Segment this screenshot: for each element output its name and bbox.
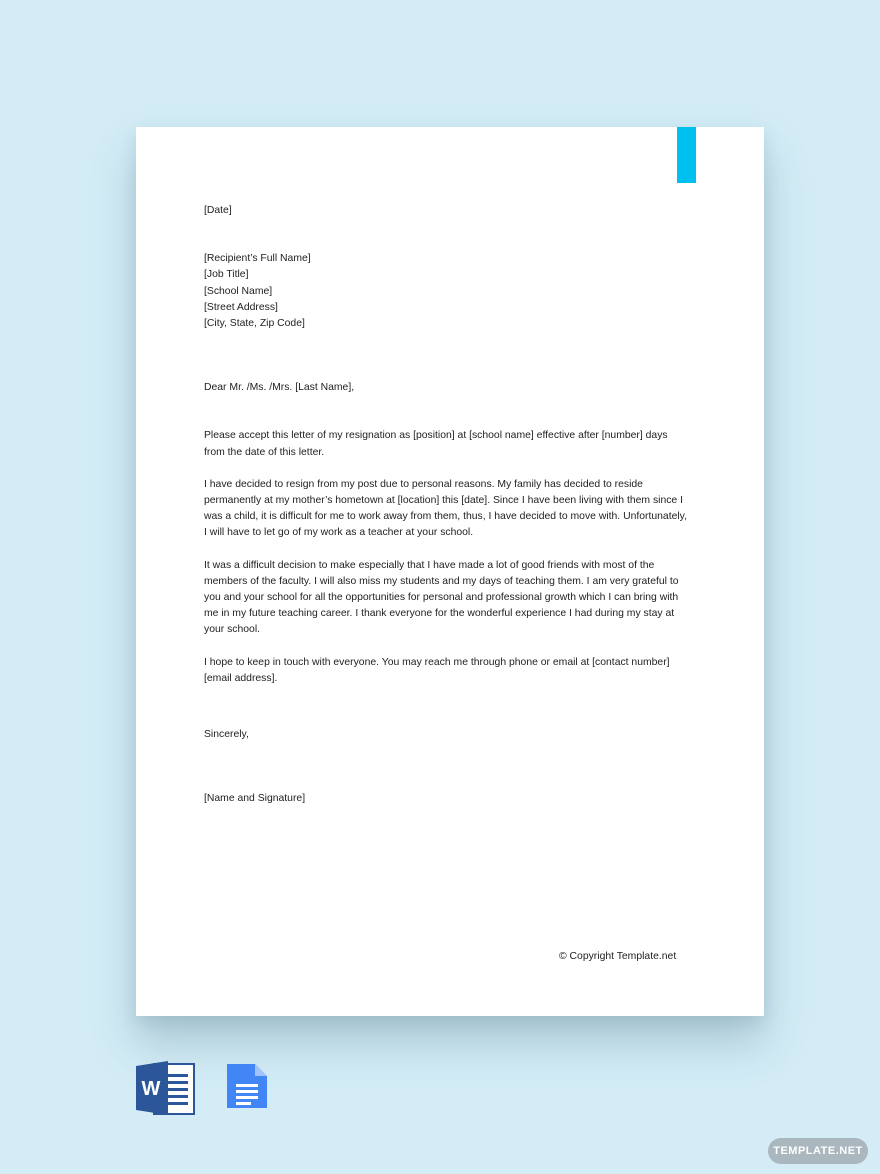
paragraph-2: I have decided to resign from my post due to personal reasons. My family has decided to reside permanently at my mother’s hometown at [location] this [date]. Since I have been living with them since I was a child, it is difficult for me to work away from them, thus, I have decided to move with. Unfortunately, I will have to let go of my work as a teacher at your school. <box>204 478 687 539</box>
recipient-block <box>204 251 688 332</box>
paragraph-3: It was a difficult decision to make especially that I have made a lot of good friends with most of the members of the faculty. I will also miss my students and my days of teaching them. I am very grateful to you and your school for all the opportunities for personal and professional growth which I can bring with me in my future teaching career. I thank everyone for the wonderful experience I had during my stay at your school. <box>204 559 679 636</box>
template-net-badge[interactable]: TEMPLATE.NET <box>768 1138 868 1164</box>
accent-bar <box>677 127 696 183</box>
letter-date: [Date] <box>204 205 232 216</box>
letter-body <box>204 203 688 807</box>
recipient-school: [School Name] <box>204 285 273 297</box>
word-letter: W <box>141 1078 161 1100</box>
salutation: Dear Mr. /Ms. /Mrs. [Last Name], <box>204 382 355 394</box>
paragraph-4: I hope to keep in touch with everyone. You may reach me through phone or email at [contact number] [email address]. <box>204 656 670 684</box>
copyright-notice: © Copyright Template.net <box>559 951 677 962</box>
letter-page <box>136 127 764 1016</box>
signature-placeholder: [Name and Signature] <box>204 793 306 805</box>
recipient-job-title: [Job Title] <box>204 269 249 281</box>
microsoft-word-icon[interactable] <box>136 1060 196 1116</box>
recipient-city: [City, State, Zip Code] <box>204 318 305 330</box>
closing: Sincerely, <box>204 729 249 741</box>
paragraph-1: Please accept this letter of my resignation as [position] at [school name] effective after [number] days from the date of this letter. <box>204 430 668 458</box>
google-docs-icon[interactable] <box>225 1062 269 1110</box>
recipient-name: [Recipient’s Full Name] <box>204 253 311 265</box>
recipient-street: [Street Address] <box>204 301 278 313</box>
